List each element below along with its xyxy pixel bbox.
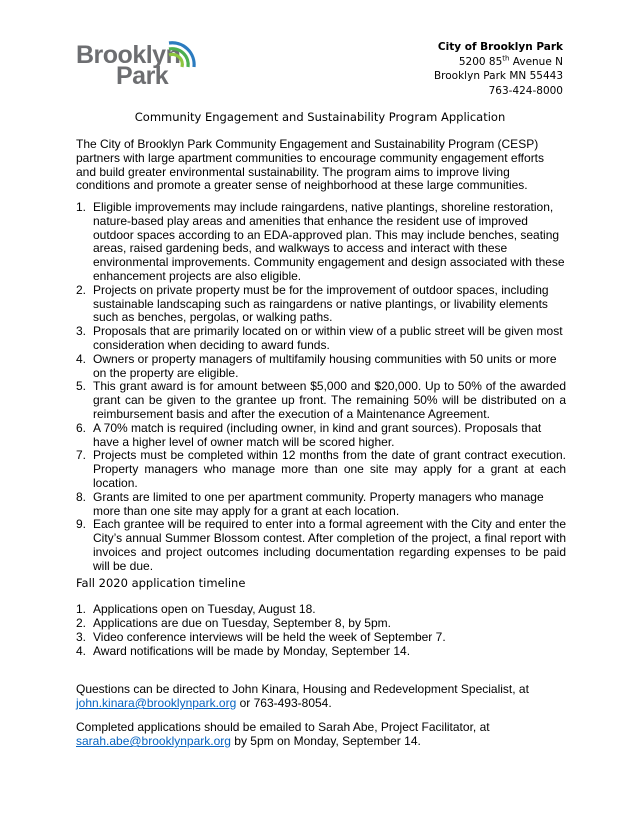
- city-name: City of Brooklyn Park: [437, 41, 563, 53]
- logo-word-brooklyn: Brooklyn: [76, 41, 181, 69]
- requirement-item: 4. Owners or property managers of multifamily housing communities with 50 units or more on the property are eligible.: [76, 351, 557, 380]
- city-phone: 763-424-8000: [488, 84, 563, 97]
- logo-word-park: Park: [116, 62, 169, 90]
- timeline-item: 1. Applications open on Tuesday, August 18.: [76, 602, 316, 616]
- sarah-abe-email-link[interactable]: sarah.abe@brooklynpark.org: [76, 734, 231, 748]
- timeline-item: 2. Applications are due on Tuesday, September 8, by 5pm.: [76, 616, 391, 630]
- requirements-list: [76, 201, 566, 574]
- city-address-block: [434, 40, 563, 98]
- timeline-list: [76, 602, 566, 658]
- intro-paragraph: The City of Brooklyn Park Community Engagement and Sustainability Program (CESP) partners with large apartment communities to encourage community engagement efforts and build greater environmental sustainability. The program aims to improve living conditions and promote a greater sense of neighborhood at these large communities.: [76, 137, 545, 193]
- requirement-item: 5. This grant award is for amount between $5,000 and $20,000. Up to 50% of the awarded grant can be given to the grantee up front. The remaining 50% will be distributed on a reimbursement basis and after the execution of a Maintenance Agreement.: [76, 379, 566, 421]
- john-kinara-email-link[interactable]: john.kinara@brooklynpark.org: [76, 696, 237, 710]
- timeline-item: 3. Video conference interviews will be held the week of September 7.: [76, 630, 446, 644]
- requirement-item: 7. Projects must be completed within 12 months from the date of grant contract execution. Property managers who manage more than one site may apply for a grant at each location.: [76, 448, 566, 490]
- requirement-item: 8. Grants are limited to one per apartment community. Property managers who manage more than one site may apply for a grant at each location.: [76, 489, 544, 518]
- brooklyn-park-logo: [76, 37, 196, 90]
- city-state-zip: Brooklyn Park MN 55443: [433, 70, 563, 82]
- timeline-item: 4. Award notifications will be made by Monday, September 14.: [76, 644, 411, 658]
- requirement-item: 1. Eligible improvements may include raingardens, native plantings, shoreline restoration, nature-based play areas and amenities that enhance the resident use of improved outdoor spaces according to an EDA-approved plan. This may include benches, seating areas, raised gardening beds, and walkways to access and interact with these environmental improvements. Community engagement and design associated with these enhancement projects are also eligible.: [76, 200, 565, 283]
- requirement-item: 6. A 70% match is required (including owner, in kind and grant sources). Proposals that have a higher level of owner match will be scored higher.: [76, 420, 542, 449]
- document-title: Community Engagement and Sustainability Program Application: [134, 110, 506, 124]
- requirement-item: 2. Projects on private property must be for the improvement of outdoor spaces, including sustainable landscaping such as raingardens or native plantings, or livability elements such as benches, pergolas, or walking paths.: [76, 282, 549, 325]
- logo-arcs-icon: [167, 37, 197, 69]
- requirement-item: 3. Proposals that are primarily located on or within view of a public street will be given most consideration when deciding to award funds.: [76, 324, 563, 352]
- submission-contact: Completed applications should be emailed to Sarah Abe, Project Facilitator, at sarah.abe@brooklynpark.org by 5pm on Monday, September 14.: [76, 720, 490, 748]
- questions-contact: Questions can be directed to John Kinara, Housing and Redevelopment Specialist, at john.kinara@brooklynpark.org or 763-493-8054.: [76, 682, 529, 710]
- street-address: 5200 85th Avenue N: [458, 54, 563, 68]
- timeline-heading: Fall 2020 application timeline: [76, 576, 246, 590]
- requirement-item: 9. Each grantee will be required to enter into a formal agreement with the City and enter the City’s annual Summer Blossom contest. After completion of the project, a final report with invoices and project outcomes including documentation regarding expenses to be paid will be due.: [76, 517, 566, 573]
